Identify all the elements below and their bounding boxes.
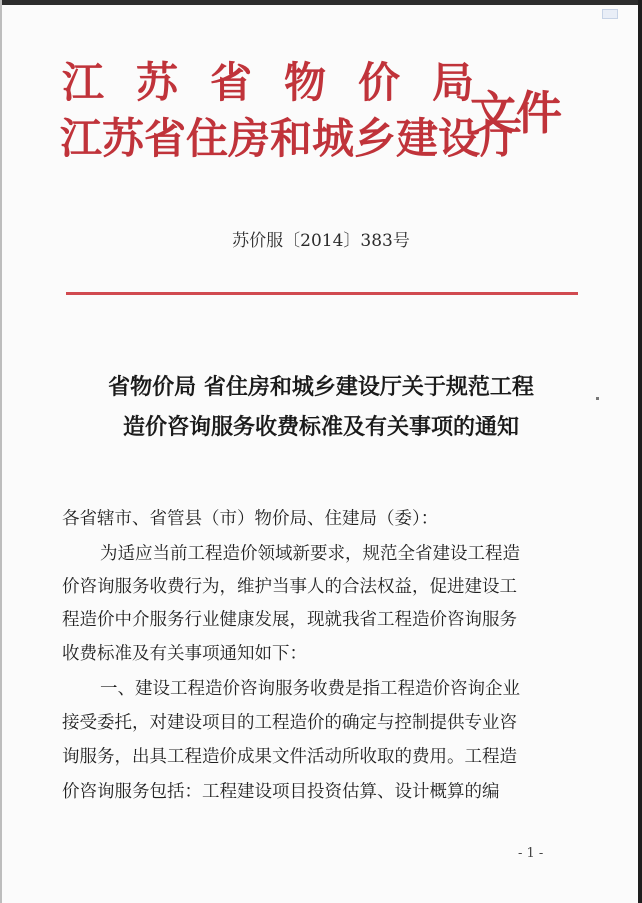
scan-border-right bbox=[638, 0, 642, 903]
body-line: 收费标准及有关事项通知如下： bbox=[62, 644, 307, 664]
scan-border-left bbox=[0, 0, 2, 903]
body-line: 价咨询服务收费行为，维护当事人的合法权益，促进建设工 bbox=[62, 577, 517, 597]
salutation: 各省辖市、省管县（市）物价局、住建局（委）： bbox=[62, 509, 439, 529]
body-line: 询服务，出具工程造价成果文件活动所收取的费用。工程造 bbox=[62, 747, 517, 767]
scan-border-top bbox=[0, 0, 642, 5]
body-line: 一、建设工程造价咨询服务收费是指工程造价咨询企业 bbox=[100, 679, 520, 699]
document-number: 苏价服〔2014〕383号 bbox=[232, 231, 410, 251]
issuing-agency-1: 江苏省物价局 bbox=[62, 58, 507, 107]
body-line: 程造价中介服务行业健康发展，现就我省工程造价咨询服务 bbox=[62, 610, 517, 630]
issuing-agency-2: 江苏省住房和城乡建设厅 bbox=[60, 114, 523, 163]
body-line: 为适应当前工程造价领域新要求，规范全省建设工程造 bbox=[100, 544, 520, 564]
body-line: 接受委托，对建设项目的工程造价的确定与控制提供专业咨 bbox=[62, 713, 517, 733]
scan-speck bbox=[596, 397, 599, 400]
document-type-label: 文件 bbox=[470, 86, 562, 140]
scan-corner-mark bbox=[602, 9, 618, 19]
body-line: 价咨询服务包括：工程建设项目投资估算、设计概算的编 bbox=[62, 782, 500, 802]
notice-title-line-2: 造价咨询服务收费标准及有关事项的通知 bbox=[122, 415, 519, 440]
header-red-rule bbox=[66, 292, 578, 295]
page-number: - 1 - bbox=[518, 846, 544, 861]
notice-title-line-1: 省物价局 省住房和城乡建设厅关于规范工程 bbox=[108, 375, 534, 400]
